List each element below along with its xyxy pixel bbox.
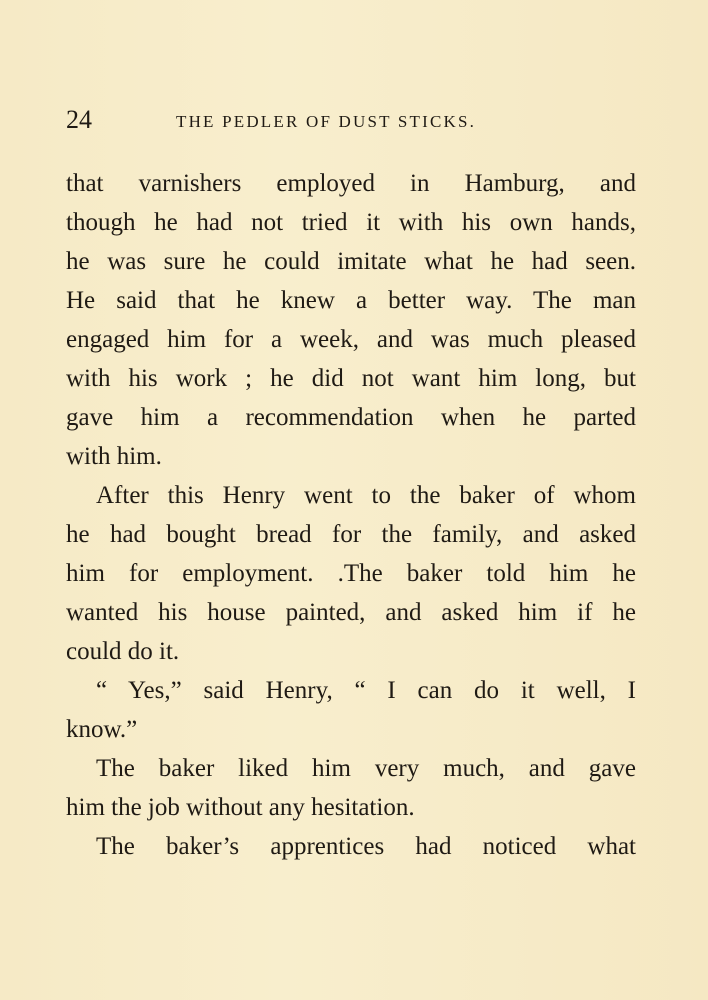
text-line: wanted his house painted, and asked him if he (66, 599, 636, 626)
text-line: that varnishers employed in Hamburg, and (66, 170, 636, 197)
text-line: The baker liked him very much, and gave (96, 755, 636, 782)
text-line: The baker’s apprentices had noticed what (96, 833, 636, 860)
text-line: could do it. (66, 638, 180, 665)
text-line: He said that he knew a better way. The man (66, 287, 636, 314)
text-line: engaged him for a week, and was much pleased (66, 326, 636, 353)
text-line: with him. (66, 443, 162, 470)
paragraph (66, 827, 636, 866)
text-line: he had bought bread for the family, and asked (66, 521, 636, 548)
paragraph (66, 164, 636, 476)
text-line: though he had not tried it with his own hands, (66, 209, 636, 236)
paragraph (66, 476, 636, 671)
text-line: know.” (66, 716, 138, 743)
text-line: After this Henry went to the baker of whom (96, 482, 636, 509)
text-line: him for employment. .The baker told him he (66, 560, 636, 587)
page-number: 24 (66, 105, 92, 134)
text-line: he was sure he could imitate what he had seen. (66, 248, 636, 275)
text-line: “ Yes,” said Henry, “ I can do it well, I (96, 677, 636, 704)
text-line: with his work ; he did not want him long, but (66, 365, 636, 392)
text-line: him the job without any hesitation. (66, 794, 415, 821)
paragraph (66, 671, 636, 749)
paragraph (66, 749, 636, 827)
body-text (66, 164, 636, 866)
text-line: gave him a recommendation when he parted (66, 404, 636, 431)
running-title: THE PEDLER OF DUST STICKS. (176, 112, 477, 131)
page-header (66, 103, 636, 137)
